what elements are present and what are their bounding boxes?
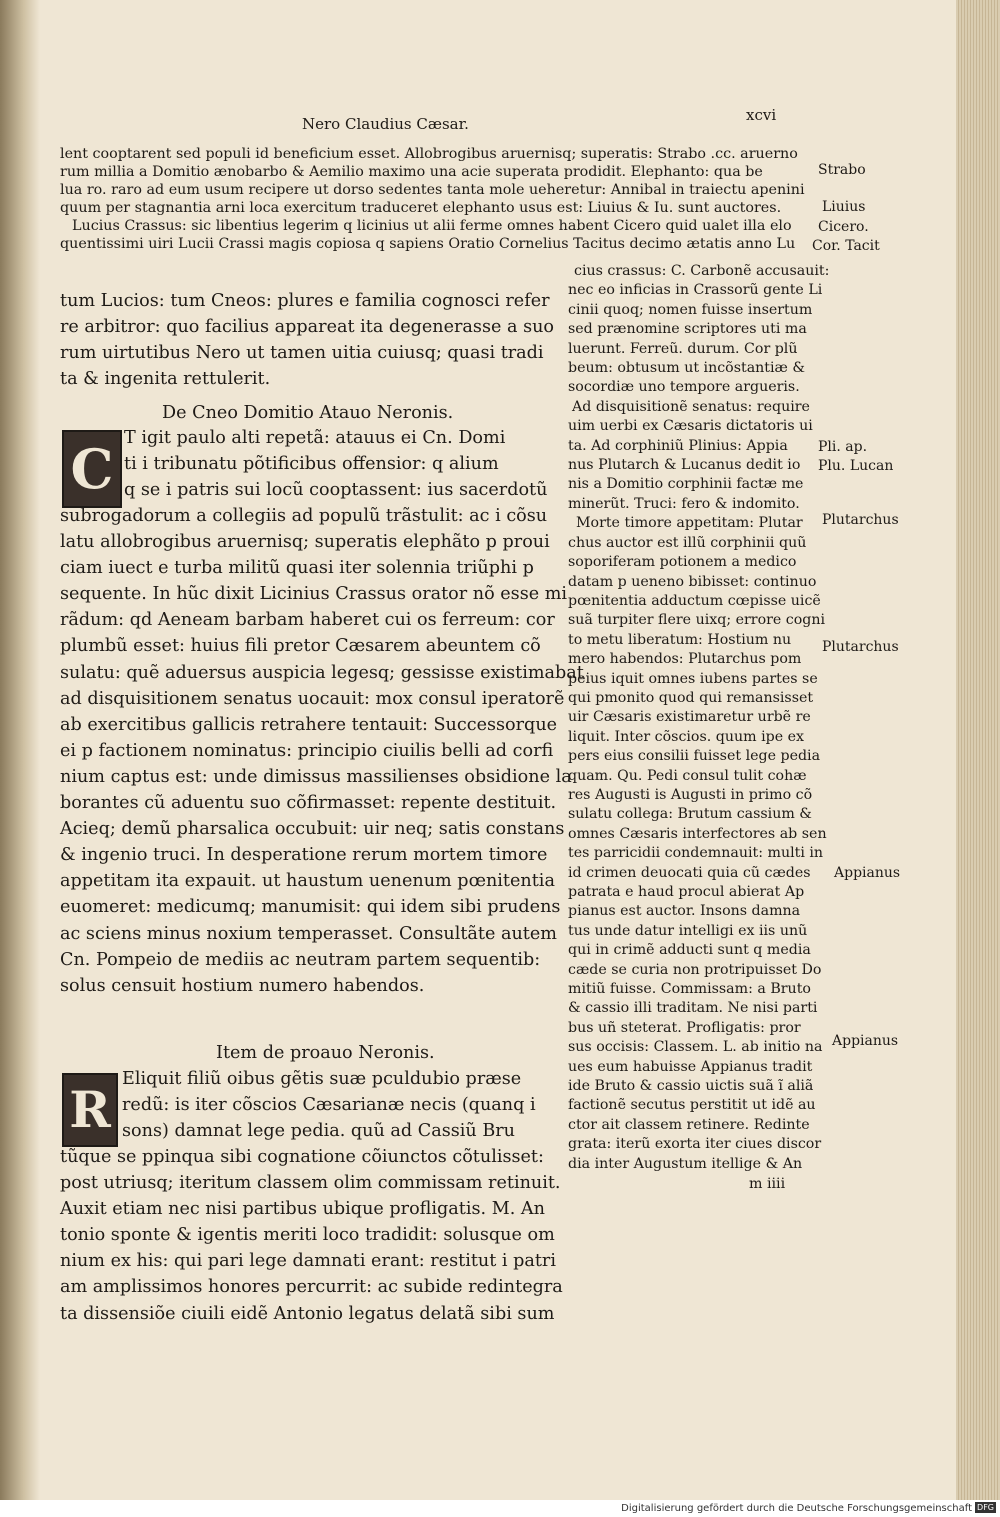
text-line: tes parricidii condemnauit: multi in xyxy=(568,845,824,862)
text-line: ab exercitibus gallicis retrahere tentauit: Successorque xyxy=(60,714,558,735)
text-line: beum: obtusum ut incõstantiæ & xyxy=(568,360,806,377)
text-line: subrogadorum a collegiis ad populũ trãstulit: ac i cõsu xyxy=(60,506,548,526)
section-heading: Item de proauo Neronis. xyxy=(216,1043,435,1063)
text-line: uir Cæsaris existimaretur urbẽ re xyxy=(568,709,811,726)
text-line: datam p ueneno bibisset: continuo xyxy=(568,573,817,590)
running-head: Nero Claudius Cæsar. xyxy=(302,115,469,133)
text-line: nium captus est: unde dimissus massilienses obsidione la xyxy=(60,766,572,787)
signature-mark: m iiii xyxy=(749,1176,786,1192)
text-line: res Augusti is Augusti in primo cõ xyxy=(568,786,813,803)
text-line: sus occisis: Classem. L. ab initio na xyxy=(568,1039,823,1056)
text-line: post utriusq; iteritum classem olim commissam retinuit. xyxy=(60,1173,561,1194)
text-line: ta & ingenita rettulerit. xyxy=(60,369,271,390)
margin-note: Appianus xyxy=(834,865,901,881)
text-line: Lucius Crassus: sic libentius legerim q licinius ut alii ferme omnes habent Cicero quid ualet illa elo xyxy=(72,218,792,234)
text-line: & ingenio truci. In desperatione rerum mortem timore xyxy=(60,845,548,866)
text-line: ciam iuect e turba militũ quasi iter solennia triũphi p xyxy=(60,558,534,579)
text-line: am amplissimos honores percurrit: ac subide redintegra xyxy=(60,1277,563,1298)
text-line: & cassio illi traditam. Ne nisi parti xyxy=(568,1000,818,1017)
text-line: quam. Qu. Pedi consul tulit cohæ xyxy=(568,767,807,784)
text-line: quentissimi uiri Lucii Crassi magis copiosa q sapiens Oratio Cornelius Tacitus decimo ætatis anno Lu xyxy=(60,236,796,252)
text-line: appetitam ita expauit. ut haustum uenenum pœnitentia xyxy=(60,871,555,892)
text-line: ta dissensiõe ciuili eidẽ Antonio legatus delatã sibi sum xyxy=(60,1303,555,1324)
binding-gutter xyxy=(0,0,40,1500)
text-line: ta. Ad corphiniũ Plinius: Appia xyxy=(568,437,788,454)
text-line: re arbitror: quo facilius appareat ita degenerasse a suo xyxy=(60,317,555,338)
text-line: tonio sponte & igentis meriti loco tradidit: solusque om xyxy=(60,1225,555,1246)
text-line: ctor ait classem retinere. Redinte xyxy=(568,1116,810,1133)
dfg-logo-icon: DFG xyxy=(977,1503,994,1512)
text-line: grata: iterũ exorta iter ciues discor xyxy=(568,1136,822,1153)
text-line: sulatu collega: Brutum cassium & xyxy=(568,806,812,823)
margin-note: Plutarchus xyxy=(822,639,899,655)
text-line: nec eo inficias in Crassorũ gente Li xyxy=(568,282,823,299)
main-paragraph xyxy=(60,1144,563,1327)
text-line: Acieq; demũ pharsalica occubuit: uir neq; satis constans xyxy=(60,819,565,840)
margin-note: Appianus xyxy=(832,1033,899,1049)
margin-note: Plu. Lucan xyxy=(818,458,894,474)
text-line: cius crassus: C. Carbonẽ accusauit: xyxy=(574,263,830,279)
text-line: Auxit etiam nec nisi partibus ubique profligatis. M. An xyxy=(60,1199,545,1220)
decorated-initial: C xyxy=(62,430,122,508)
text-line: rum millia a Domitio ænobarbo & Aemilio maximo una acie superata prodidit. Elephanto: qua be xyxy=(60,164,763,180)
text-line: lent cooptarent sed populi id beneficium esset. Allobrogibus aruernisq; superatis: Strabo .cc. aruerno xyxy=(60,146,798,162)
text-line: latu allobrogibus aruernisq; superatis elephãto p proui xyxy=(60,532,550,553)
text-line: ad disquisitionem senatus uocauit: mox consul iperatorẽ xyxy=(60,688,565,709)
section-heading: De Cneo Domitio Atauo Neronis. xyxy=(162,403,454,423)
margin-note: Plutarchus xyxy=(822,512,899,528)
text-line: lua ro. raro ad eum usum recipere ut dorso sedentes tanta mole ueheretur: Annibal in traiectu apenini xyxy=(60,182,805,198)
text-line: euomeret: medicumq; manumisit: qui idem sibi prudens xyxy=(60,897,561,918)
text-line: Ad disquisitionẽ senatus: require xyxy=(572,398,810,415)
text-line: Cn. Pompeio de mediis ac neutram partem sequentib: xyxy=(60,949,541,970)
text-line: redũ: is iter cõscios Cæsarianæ necis (quanq i xyxy=(122,1095,536,1116)
footer-bar xyxy=(0,1500,1000,1517)
text-line: sons) damnat lege pedia. quũ ad Cassiũ Bru xyxy=(122,1121,515,1142)
text-line: sulatu: quẽ aduersus auspicia legesq; gessisse existimabat xyxy=(60,662,584,683)
text-line: chus auctor est illũ corphinii quũ xyxy=(568,534,807,551)
text-line: suã turpiter flere uixq; errore cogni xyxy=(568,612,826,629)
text-line: pianus est auctor. Insons damna xyxy=(568,903,801,920)
text-line: factionẽ secutus perstitit ut idẽ au xyxy=(568,1097,816,1114)
margin-note: Pli. ap. xyxy=(818,439,868,455)
commentary-top xyxy=(60,145,805,253)
text-line: bus uñ steterat. Profligatis: pror xyxy=(568,1019,801,1036)
text-line: Morte timore appetitam: Plutar xyxy=(576,515,803,532)
main-paragraph xyxy=(60,503,584,999)
text-line: mero habendos: Plutarchus pom xyxy=(568,651,802,668)
text-line: rum uirtutibus Nero ut tamen uitia cuiusq; quasi tradi xyxy=(60,343,544,364)
text-line: tus unde datur intelligi ex iis unũ xyxy=(568,922,808,939)
text-line: ti i tribunatu põtificibus offensior: q alium xyxy=(124,454,499,475)
margin-note: Liuius xyxy=(822,199,866,215)
text-line: to metu liberatum: Hostium nu xyxy=(568,631,792,648)
footer-credit: Digitalisierung gefördert durch die Deutsche Forschungsgemeinschaft xyxy=(621,1503,972,1514)
text-line: rãdum: qd Aeneam barbam haberet cui os ferreum: cor xyxy=(60,610,555,631)
text-line: ei p factionem nominatus: principio ciuilis belli ad corfi xyxy=(60,740,554,761)
text-line: socordiæ uno tempore argueris. xyxy=(568,379,800,396)
text-line: soporiferam potionem a medico xyxy=(568,554,797,571)
text-line: cæde se curia non protripuisset Do xyxy=(568,961,822,978)
text-line: quum per stagnantia arni loca exercitum traduceret elephanto usus est: Liuius & Iu. sunt auctores. xyxy=(60,200,782,216)
text-line: solus censuit hostium numero habendos. xyxy=(60,975,425,996)
text-line: nium ex his: qui pari lege damnati erant: restitut i patri xyxy=(60,1251,556,1272)
main-text-intro xyxy=(60,288,554,392)
text-line: cinii quoq; nomen fuisse insertum xyxy=(568,301,813,318)
commentary-column xyxy=(568,262,829,1174)
text-line: pers eius consilii fuisset lege pedia xyxy=(568,748,821,765)
text-line: minerũt. Truci: fero & indomito. xyxy=(568,495,800,512)
text-line: mitiũ fuisse. Commissam: a Bruto xyxy=(568,981,811,998)
text-line: qui in crimẽ adducti sunt q media xyxy=(568,942,811,959)
text-line: sequente. In hũc dixit Licinius Crassus orator nõ esse mi xyxy=(60,584,568,605)
text-line: borantes cũ aduentu suo cõfirmasset: repente destituit. xyxy=(60,793,557,814)
text-line: nus Plutarch & Lucanus dedit io xyxy=(568,457,801,474)
text-line: ide Bruto & cassio uictis suã ĩ aliã xyxy=(568,1078,814,1095)
text-line: omnes Cæsaris interfectores ab sen xyxy=(568,825,827,842)
text-line: Eliquit filiũ oibus gẽtis suæ pculdubio præse xyxy=(122,1069,522,1089)
text-line: id crimen deuocati quia cũ cædes xyxy=(568,864,811,881)
margin-note: Strabo xyxy=(818,162,866,178)
text-line: ac sciens minus noxium temperasset. Consultãte autem xyxy=(60,923,557,944)
paragraph-indented xyxy=(122,1066,536,1144)
paragraph-indented xyxy=(124,425,547,503)
folio-number: xcvi xyxy=(746,106,777,124)
text-line: uim uerbi ex Cæsaris dictatoris ui xyxy=(568,418,813,435)
page-edges xyxy=(956,0,1000,1500)
text-line: peius iquit omnes iubens partes se xyxy=(568,670,818,687)
text-line: tum Lucios: tum Cneos: plures e familia cognosci refer xyxy=(60,291,550,311)
text-line: dia inter Augustum itellige & An xyxy=(568,1155,803,1172)
decorated-initial: R xyxy=(62,1073,118,1147)
text-line: patrata e haud procul abierat Ap xyxy=(568,884,805,900)
text-line: pœnitentia adductum cœpisse uicẽ xyxy=(568,592,821,609)
text-line: T igit paulo alti repetã: atauus ei Cn. Domi xyxy=(124,428,506,448)
text-line: q se i patris sui locũ cooptassent: ius sacerdotũ xyxy=(124,480,548,501)
text-line: nis a Domitio corphinii factæ me xyxy=(568,476,804,493)
text-line: qui pmonito quod qui remansisset xyxy=(568,689,814,706)
text-line: tũque se ppinqua sibi cognatione cõiunctos cõtulisset: xyxy=(60,1147,544,1167)
margin-note: Cor. Tacit xyxy=(812,238,880,254)
text-line: luerunt. Ferreũ. durum. Cor plũ xyxy=(568,340,798,357)
text-line: liquit. Inter cõscios. quum ipe ex xyxy=(568,728,805,745)
margin-note: Cicero. xyxy=(818,219,869,235)
text-line: plumbũ esset: huius fili pretor Cæsarem abeuntem cõ xyxy=(60,636,541,657)
text-line: sed prænomine scriptores uti ma xyxy=(568,321,807,338)
text-line: ues eum habuisse Appianus tradit xyxy=(568,1058,813,1075)
